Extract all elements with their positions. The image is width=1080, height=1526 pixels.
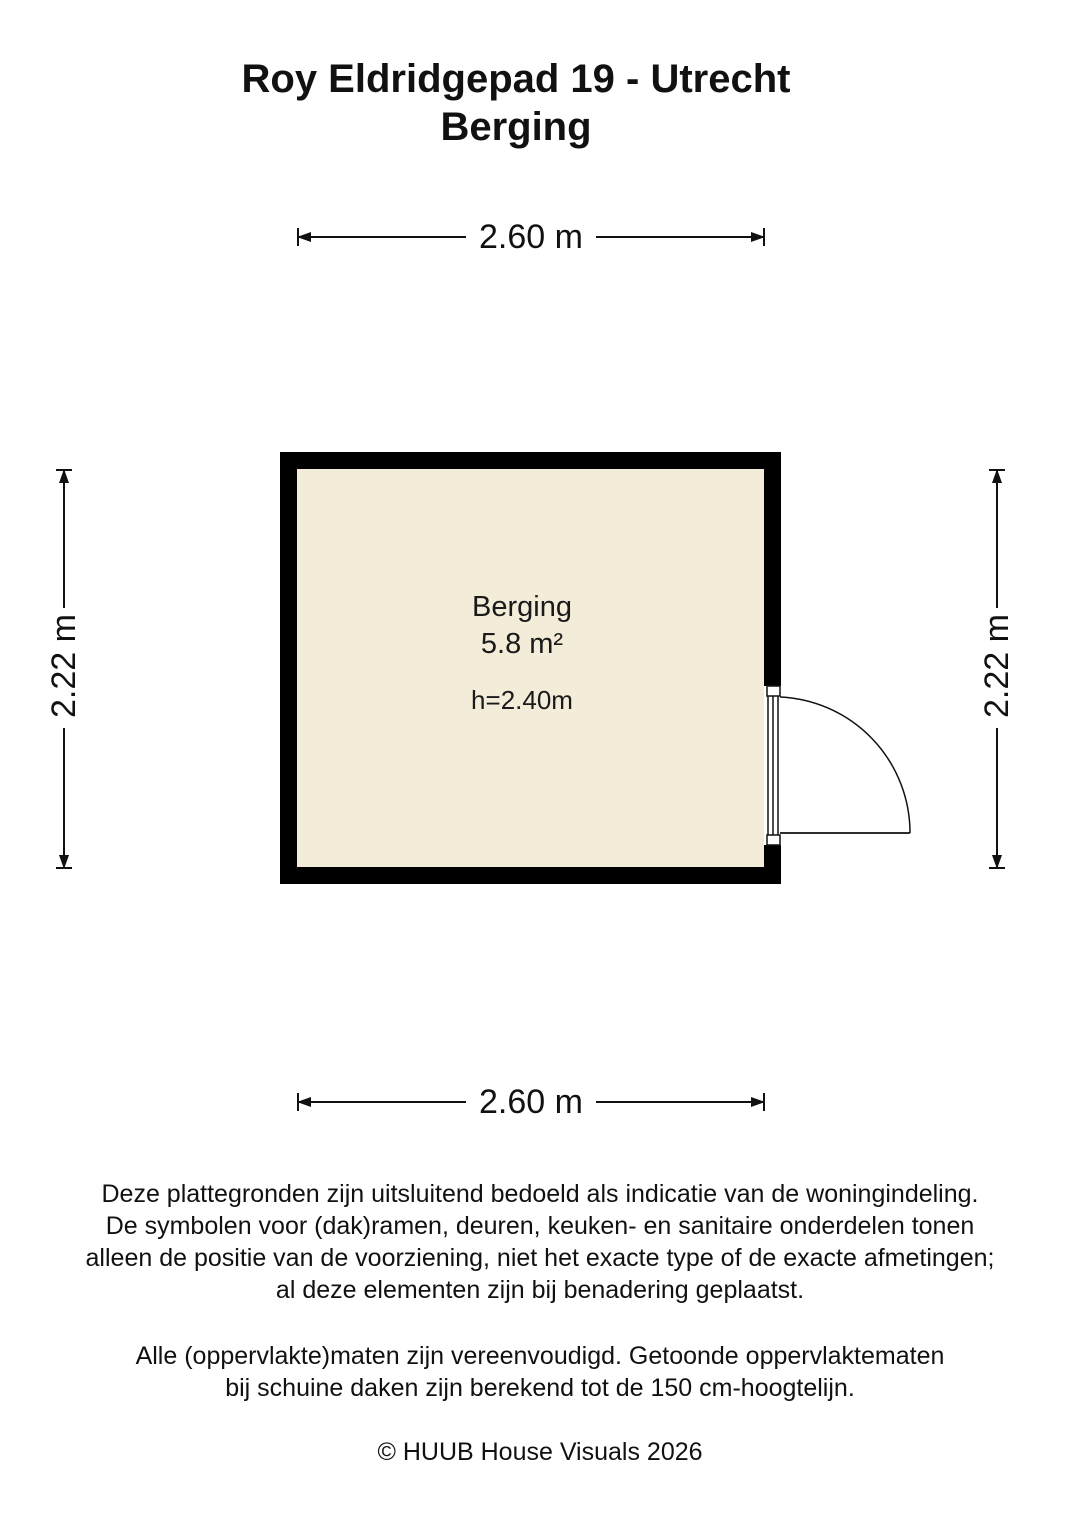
page-title: Roy Eldridgepad 19 - Utrecht [241,57,791,101]
page-subtitle: Berging [440,105,592,149]
dimension-top-label: 2.60 m [466,217,596,257]
disclaimer-line: De symbolen voor (dak)ramen, deuren, keuken- en sanitaire onderdelen tonen [105,1212,975,1240]
dimension-right-label: 2.22 m [977,608,1017,728]
door-icon [767,686,910,845]
dimension-bottom-label: 2.60 m [466,1082,596,1122]
room-berging [280,452,781,884]
disclaimer-line: al deze elementen zijn bij benadering geplaatst. [275,1276,805,1304]
room-name: Berging [472,591,572,623]
dimension-left-label: 2.22 m [44,608,84,728]
disclaimer-line: Alle (oppervlakte)maten zijn vereenvoudigd. Getoonde oppervlaktematen [135,1342,945,1370]
disclaimer-paragraph-2 [0,1340,1080,1404]
room-area: 5.8 m² [480,628,564,660]
room-height: h=2.40m [471,685,573,715]
disclaimer-line: alleen de positie van de voorziening, niet het exacte type of de exacte afmetingen; [85,1244,995,1272]
room-floor [297,469,764,867]
disclaimer-line: bij schuine daken zijn berekend tot de 150 cm-hoogtelijn. [225,1374,855,1402]
disclaimer-line: Deze plattegronden zijn uitsluitend bedoeld als indicatie van de woningindeling. [101,1180,979,1208]
copyright: © HUUB House Visuals 2026 [377,1438,703,1466]
disclaimer-paragraph-1 [0,1178,1080,1306]
